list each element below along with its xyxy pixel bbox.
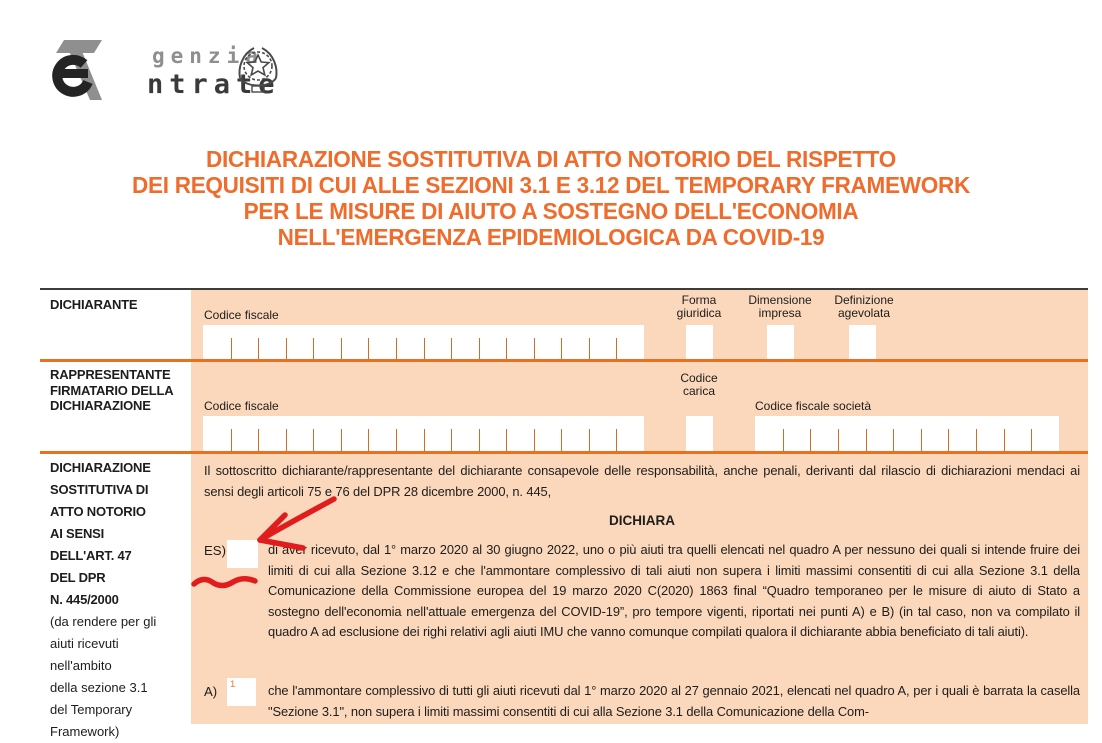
forma-giuridica-label: Forma giuridica — [676, 293, 722, 320]
section-label-dichiarante: DICHIARANTE — [50, 297, 138, 312]
definizione-agevolata-label: Definizione agevolata — [834, 293, 894, 320]
dimensione-impresa-label: Dimensione impresa — [748, 293, 812, 320]
item-key-es: ES) — [204, 543, 226, 558]
title-line: NELL'EMERGENZA EPIDEMIOLOGICA DA COVID-19 — [277, 224, 825, 250]
checkbox-a[interactable] — [227, 678, 256, 706]
title-line: DEI REQUISITI DI CUI ALLE SEZIONI 3.1 E 3.12 DEL TEMPORARY FRAMEWORK — [132, 172, 970, 198]
codice-fiscale-label: Codice fiscale — [204, 308, 279, 322]
item-text-es: di aver ricevuto, dal 1° marzo 2020 al 30 giugno 2022, uno o più aiuti tra quelli elencati nel quadro A per nessuno dei quali si intende fruire dei limiti di cui alla Sezione 3.12 e che l'ammontare complessivo di tali aiuti non supera i limiti massimi consentiti di cui alla Sezione 3.1 della Comunicazione della Commissione europea del 19 marzo 2020 C(2020) 1863 final “Quadro temporaneo per le misure di aiuto di Stato a sostegno dell'economia nell'attuale emergenza del COVID-19”, pro tempore vigenti, riportati nei punti A) e B) (in tal caso, non va compilato il quadro A ad esclusione dei righi relativi agli aiuti IMU che vanno comunque compilati qualora il dichiarante abbia beneficiato di tali aiuti). — [268, 542, 1080, 640]
logo-text-entrate: ntrate — [147, 69, 281, 100]
codice-fiscale-input[interactable] — [203, 325, 644, 359]
codice-fiscale-societa-input[interactable] — [755, 416, 1059, 451]
agenzia-entrate-logomark-icon — [48, 38, 112, 104]
definizione-agevolata-input[interactable] — [849, 325, 876, 359]
intro-paragraph: Il sottoscritto dichiarante/rappresentante del dichiarante consapevole delle responsabilità, anche penali, derivanti dal rilascio di dichiarazioni mendaci ai sensi degli articoli 75 e 76 del DPR 28 dicembre 2000, n. 445, — [204, 463, 1080, 499]
codice-carica-label: Codice carica — [680, 371, 718, 398]
checkbox-es[interactable] — [227, 540, 258, 568]
item-text-a: che l'ammontare complessivo di tutti gli aiuti ricevuti dal 1° marzo 2020 al 27 gennaio 2021, elencati nel quadro A, per i quali è barrata la casella "Sezione 3.1", non supera i limiti massimi consentiti di cui alla Sezione 3.1 della Comunicazione della Com- — [268, 683, 1080, 719]
section-label-dichiarazione-sostitutiva: DICHIARAZIONE SOSTITUTIVA DI ATTO NOTORIO AI SENSI DELL'ART. 47 DEL DPR N. 445/2000 (da rendere per gli aiuti ricevuti nell'ambito della sezione 3.1 del Temporary Framework) — [50, 460, 157, 739]
title-line: DICHIARAZIONE SOSTITUTIVA DI ATTO NOTORIO DEL RISPETTO — [205, 146, 896, 172]
dichiara-heading: DICHIARA — [609, 513, 675, 528]
codice-carica-input[interactable] — [686, 416, 713, 451]
codice-fiscale-label: Codice fiscale — [204, 399, 279, 413]
checkbox-a-number: 1 — [230, 679, 236, 690]
dimensione-impresa-input[interactable] — [767, 325, 794, 359]
codice-fiscale-rappresentante-input[interactable] — [203, 416, 644, 451]
logo-text-agenzia: genzia — [152, 44, 264, 68]
page-title — [11, 146, 1091, 250]
title-line: PER LE MISURE DI AIUTO A SOSTEGNO DELL'ECONOMIA — [243, 198, 859, 224]
section-label-rappresentante: RAPPRESENTANTE FIRMATARIO DELLA DICHIARAZIONE — [50, 367, 174, 413]
forma-giuridica-input[interactable] — [686, 325, 713, 359]
italian-republic-emblem-icon — [232, 42, 284, 98]
codice-fiscale-societa-label: Codice fiscale società — [755, 399, 872, 413]
item-key-a: A) — [204, 684, 218, 699]
agenzia-entrate-logo — [48, 36, 308, 108]
